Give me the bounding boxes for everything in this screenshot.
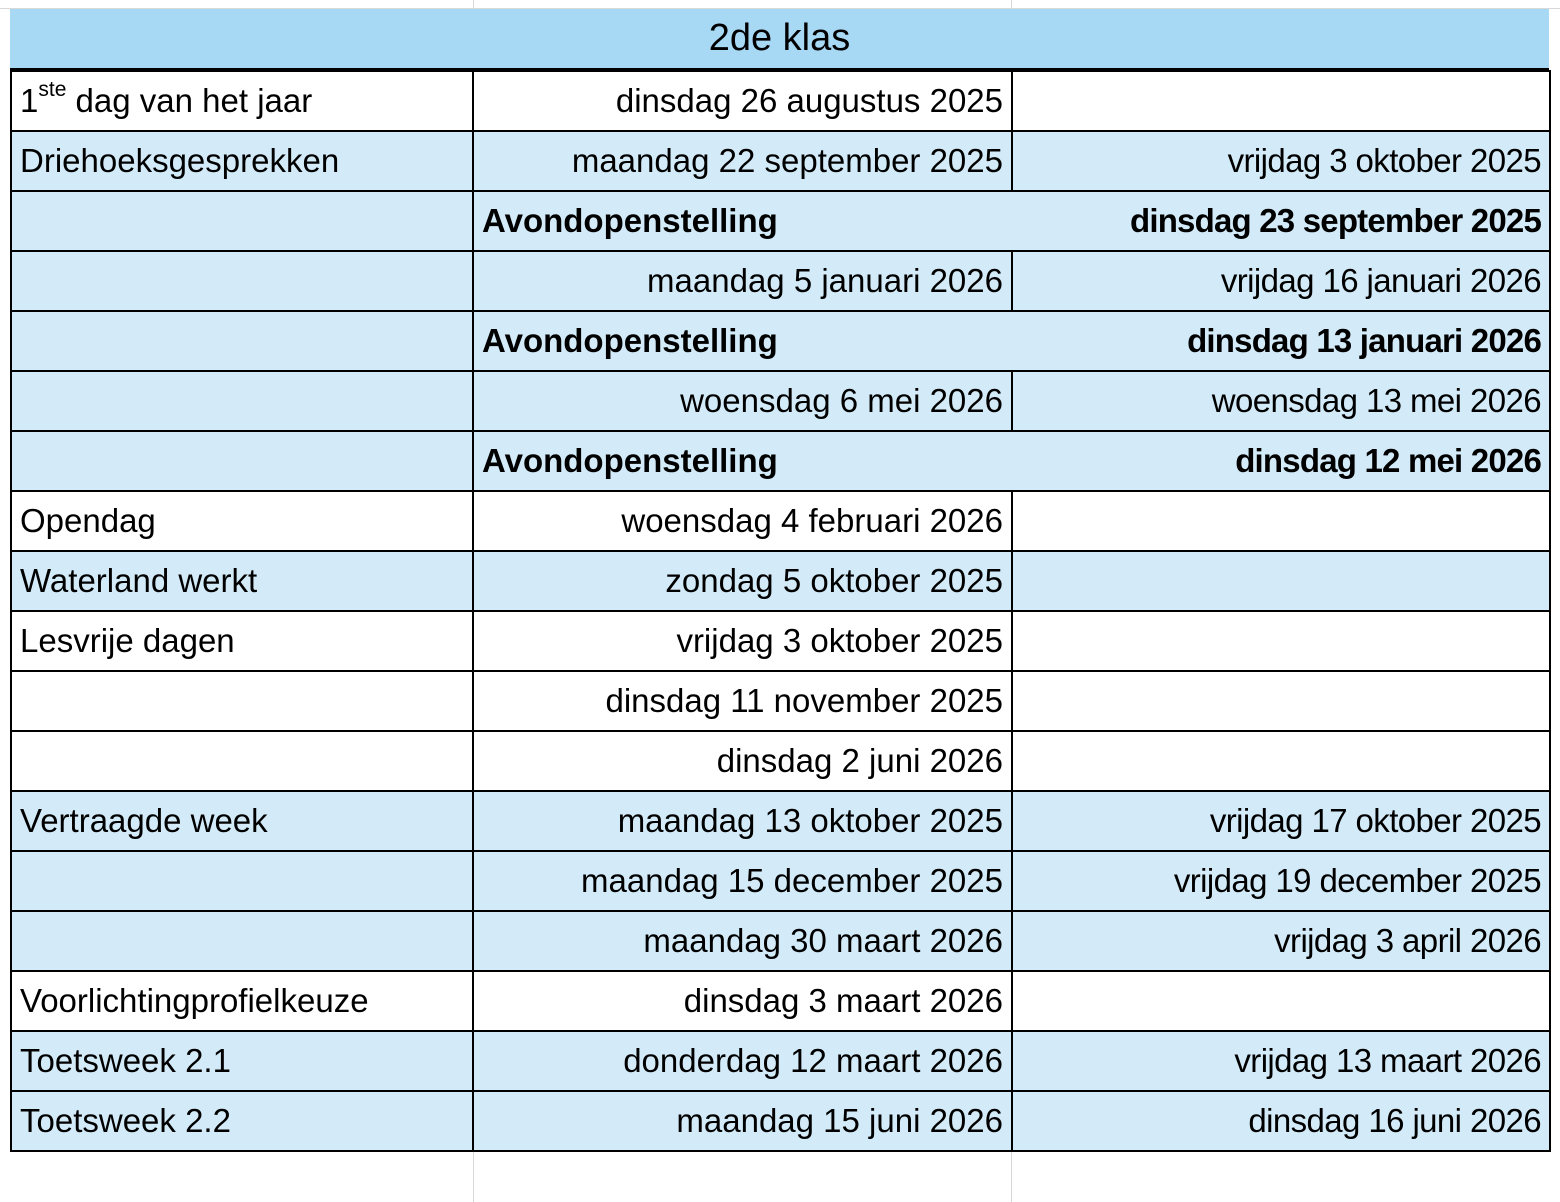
row-end-cell[interactable] bbox=[1012, 611, 1550, 671]
row-start-cell[interactable]: maandag 13 oktober 2025 bbox=[473, 791, 1012, 851]
row-end-cell[interactable]: vrijdag 19 december 2025 bbox=[1012, 851, 1550, 911]
row-start-cell[interactable]: zondag 5 oktober 2025 bbox=[473, 551, 1012, 611]
row-end-cell[interactable] bbox=[1012, 491, 1550, 551]
row-start-cell[interactable]: maandag 15 december 2025 bbox=[473, 851, 1012, 911]
row-start-cell[interactable]: maandag 15 juni 2026 bbox=[473, 1091, 1012, 1151]
table-row bbox=[11, 191, 1550, 251]
row-start-cell[interactable]: woensdag 6 mei 2026 bbox=[473, 371, 1012, 431]
table-row bbox=[11, 551, 1550, 611]
table-row bbox=[11, 611, 1550, 671]
table-row bbox=[11, 1091, 1550, 1151]
table-row bbox=[11, 311, 1550, 371]
row-start-cell[interactable]: dinsdag 11 november 2025 bbox=[473, 671, 1012, 731]
row-start-cell[interactable]: woensdag 4 februari 2026 bbox=[473, 491, 1012, 551]
row-end-cell[interactable]: dinsdag 23 september 2025 bbox=[1012, 191, 1550, 251]
row-end-cell[interactable] bbox=[1012, 551, 1550, 611]
schedule-table bbox=[10, 70, 1551, 1152]
row-start-cell[interactable]: Avondopenstelling bbox=[473, 191, 1012, 251]
row-label-cell[interactable]: Opendag bbox=[11, 491, 473, 551]
table-row bbox=[11, 851, 1550, 911]
row-end-cell[interactable]: vrijdag 13 maart 2026 bbox=[1012, 1031, 1550, 1091]
row-label-cell[interactable]: Waterland werkt bbox=[11, 551, 473, 611]
row-label-cell[interactable] bbox=[11, 851, 473, 911]
schedule-table-container bbox=[10, 9, 1549, 1152]
row-start-cell[interactable]: donderdag 12 maart 2026 bbox=[473, 1031, 1012, 1091]
row-end-cell[interactable]: dinsdag 12 mei 2026 bbox=[1012, 431, 1550, 491]
row-label-cell[interactable] bbox=[11, 731, 473, 791]
row-label-cell[interactable] bbox=[11, 671, 473, 731]
first-day-label-rest: dag van het jaar bbox=[66, 82, 313, 119]
row-start-cell[interactable]: vrijdag 3 oktober 2025 bbox=[473, 611, 1012, 671]
row-end-cell[interactable] bbox=[1012, 971, 1550, 1031]
row-end-cell[interactable]: vrijdag 3 oktober 2025 bbox=[1012, 131, 1550, 191]
row-end-cell[interactable]: vrijdag 16 januari 2026 bbox=[1012, 251, 1550, 311]
row-end-cell[interactable]: vrijdag 3 april 2026 bbox=[1012, 911, 1550, 971]
schedule-body bbox=[11, 71, 1550, 1151]
table-row bbox=[11, 791, 1550, 851]
table-row-first-day bbox=[11, 71, 1550, 131]
table-row bbox=[11, 491, 1550, 551]
row-end-cell[interactable]: dinsdag 16 juni 2026 bbox=[1012, 1091, 1550, 1151]
table-row bbox=[11, 971, 1550, 1031]
row-end-cell[interactable] bbox=[1012, 731, 1550, 791]
first-day-start-cell[interactable]: dinsdag 26 augustus 2025 bbox=[473, 71, 1012, 131]
row-label-cell[interactable] bbox=[11, 911, 473, 971]
table-row bbox=[11, 251, 1550, 311]
table-row bbox=[11, 431, 1550, 491]
row-label-cell[interactable]: Driehoeksgesprekken bbox=[11, 131, 473, 191]
row-label-cell[interactable] bbox=[11, 311, 473, 371]
row-label-cell[interactable]: Toetsweek 2.2 bbox=[11, 1091, 473, 1151]
table-row bbox=[11, 671, 1550, 731]
row-start-cell[interactable]: Avondopenstelling bbox=[473, 431, 1012, 491]
row-label-cell[interactable]: Vertraagde week bbox=[11, 791, 473, 851]
row-end-cell[interactable] bbox=[1012, 671, 1550, 731]
row-start-cell[interactable]: Avondopenstelling bbox=[473, 311, 1012, 371]
row-label-cell[interactable] bbox=[11, 191, 473, 251]
table-row bbox=[11, 371, 1550, 431]
row-label-cell[interactable] bbox=[11, 371, 473, 431]
row-start-cell[interactable]: dinsdag 3 maart 2026 bbox=[473, 971, 1012, 1031]
row-label-cell[interactable] bbox=[11, 251, 473, 311]
row-label-cell[interactable]: Voorlichtingprofielkeuze bbox=[11, 971, 473, 1031]
table-row bbox=[11, 911, 1550, 971]
row-start-cell[interactable]: dinsdag 2 juni 2026 bbox=[473, 731, 1012, 791]
table-title: 2de klas bbox=[10, 9, 1549, 70]
first-day-label[interactable] bbox=[11, 71, 473, 131]
row-end-cell[interactable]: dinsdag 13 januari 2026 bbox=[1012, 311, 1550, 371]
row-label-cell[interactable]: Toetsweek 2.1 bbox=[11, 1031, 473, 1091]
row-label-cell[interactable] bbox=[11, 431, 473, 491]
first-day-end-cell[interactable] bbox=[1012, 71, 1550, 131]
table-row bbox=[11, 731, 1550, 791]
row-start-cell[interactable]: maandag 5 januari 2026 bbox=[473, 251, 1012, 311]
row-label-cell[interactable]: Lesvrije dagen bbox=[11, 611, 473, 671]
row-start-cell[interactable]: maandag 30 maart 2026 bbox=[473, 911, 1012, 971]
row-start-cell[interactable]: maandag 22 september 2025 bbox=[473, 131, 1012, 191]
row-end-cell[interactable]: woensdag 13 mei 2026 bbox=[1012, 371, 1550, 431]
table-row bbox=[11, 1031, 1550, 1091]
row-end-cell[interactable]: vrijdag 17 oktober 2025 bbox=[1012, 791, 1550, 851]
first-day-label-main: 1 bbox=[20, 82, 39, 119]
first-day-label-sup: ste bbox=[38, 78, 67, 101]
table-row bbox=[11, 131, 1550, 191]
